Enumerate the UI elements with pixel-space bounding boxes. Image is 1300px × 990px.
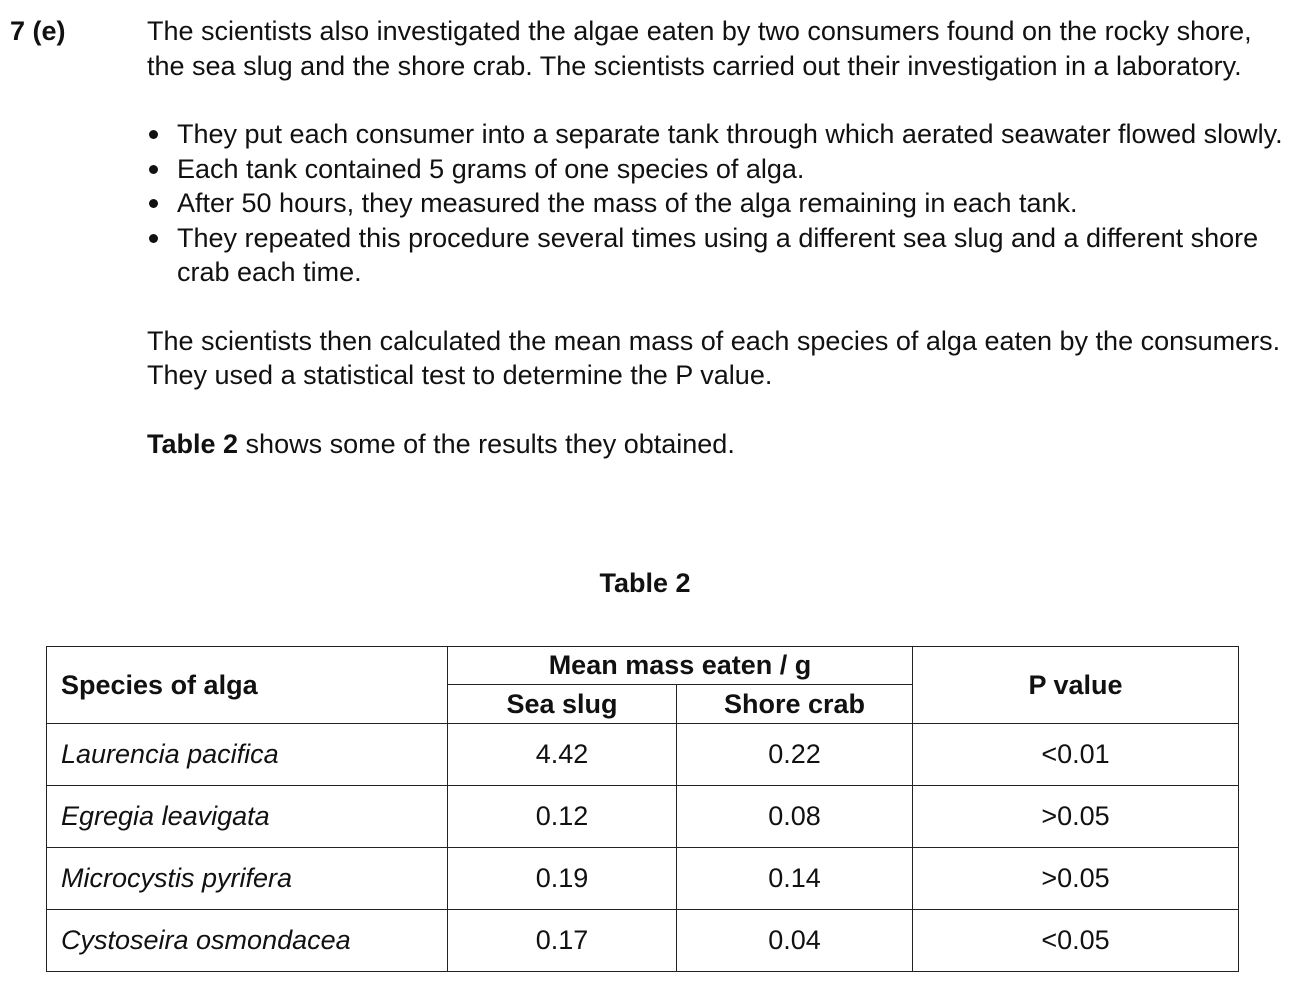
cell-sea-slug: 0.19	[448, 848, 677, 910]
cell-shore-crab: 0.04	[677, 910, 913, 972]
header-p-value: P value	[913, 647, 1239, 724]
cell-p-value: >0.05	[913, 848, 1239, 910]
cell-p-value: <0.01	[913, 724, 1239, 786]
procedure-step: After 50 hours, they measured the mass of the alga remaining in each tank.	[177, 186, 1292, 221]
cell-sea-slug: 0.17	[448, 910, 677, 972]
table-row	[47, 910, 1239, 972]
cell-p-value: >0.05	[913, 786, 1239, 848]
table-reference-text: shows some of the results they obtained.	[238, 428, 735, 459]
table-header-row	[47, 647, 1239, 685]
cell-species: Egregia leavigata	[47, 786, 448, 848]
cell-sea-slug: 4.42	[448, 724, 677, 786]
cell-shore-crab: 0.22	[677, 724, 913, 786]
cell-shore-crab: 0.14	[677, 848, 913, 910]
table-reference	[147, 427, 1292, 462]
cell-species: Laurencia pacifica	[47, 724, 448, 786]
question-body	[147, 14, 1292, 461]
table-reference-bold: Table 2	[147, 428, 239, 459]
header-species: Species of alga	[47, 647, 448, 724]
results-table	[46, 646, 1239, 972]
calculation-paragraph: The scientists then calculated the mean mass of each species of alga eaten by the consumers. They used a statistical test to determine the P value.	[147, 325, 1281, 390]
procedure-list	[147, 117, 1292, 290]
procedure-step: They put each consumer into a separate tank through which aerated seawater flowed slowly.	[177, 117, 1292, 152]
cell-p-value: <0.05	[913, 910, 1239, 972]
cell-species: Microcystis pyrifera	[47, 848, 448, 910]
header-mean-mass: Mean mass eaten / g	[448, 647, 913, 685]
procedure-step: Each tank contained 5 grams of one species of alga.	[177, 152, 1292, 187]
intro-paragraph: The scientists also investigated the algae eaten by two consumers found on the rocky shore, the sea slug and the shore crab. The scientists carried out their investigation in a laboratory.	[147, 16, 1252, 81]
table-title: Table 2	[599, 568, 691, 598]
cell-shore-crab: 0.08	[677, 786, 913, 848]
cell-species: Cystoseira osmondacea	[47, 910, 448, 972]
question-number: 7 (e)	[10, 16, 66, 46]
table-row	[47, 724, 1239, 786]
header-shore-crab: Shore crab	[677, 685, 913, 724]
table-row	[47, 848, 1239, 910]
cell-sea-slug: 0.12	[448, 786, 677, 848]
table-row	[47, 786, 1239, 848]
procedure-step: They repeated this procedure several times using a different sea slug and a different shore crab each time.	[177, 221, 1292, 290]
header-sea-slug: Sea slug	[448, 685, 677, 724]
